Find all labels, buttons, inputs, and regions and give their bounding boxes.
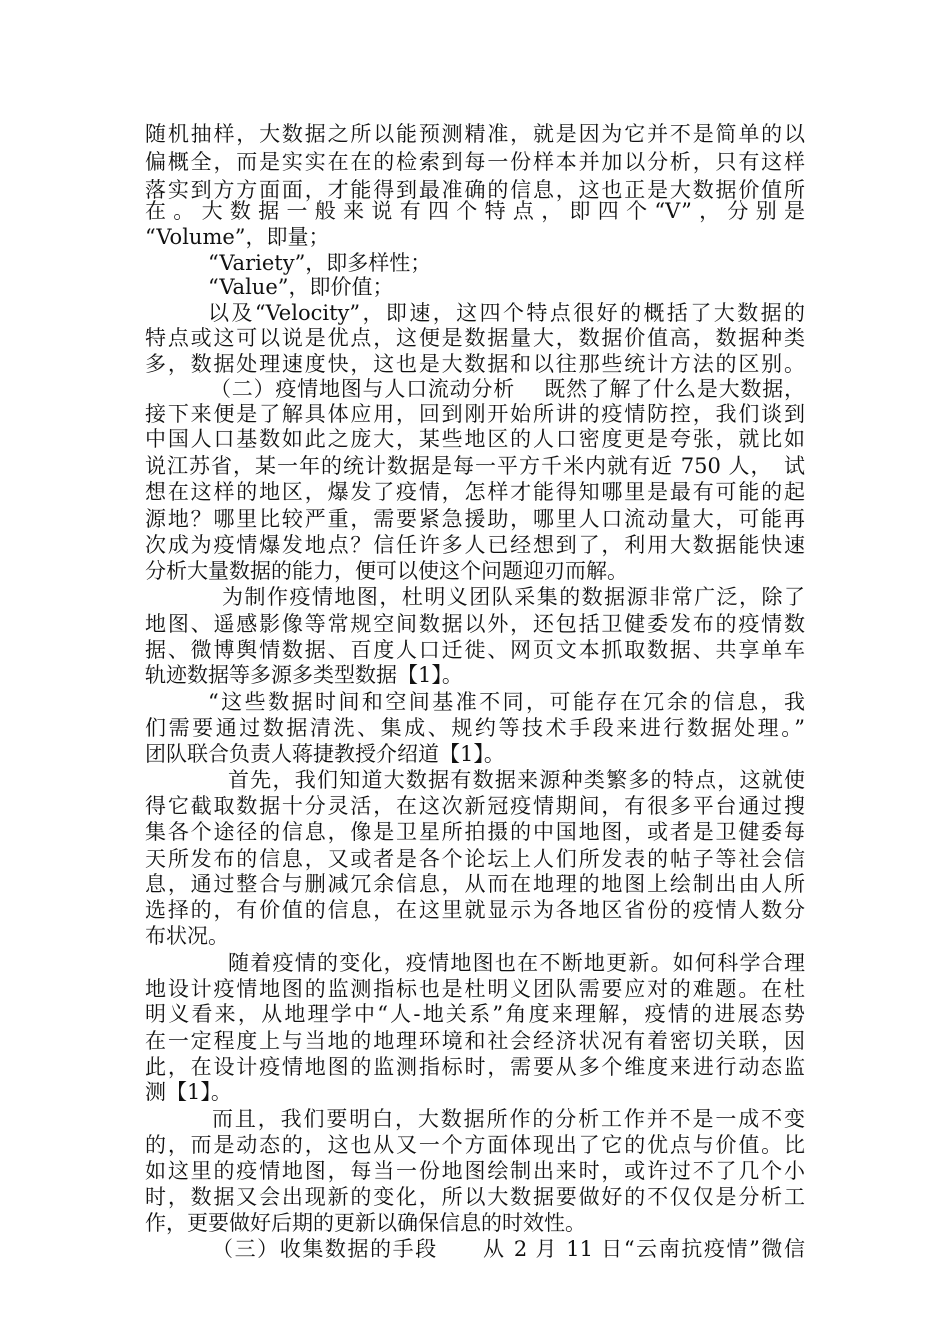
text-line: 接下来便是了解具体应用，回到刚开始所讲的疫情防控，我们谈到	[145, 402, 805, 426]
text-line: 选择的，有价值的信息，在这里就显示为各地区省份的疫情人数分	[145, 898, 805, 922]
text-line: 测【1】。	[145, 1080, 232, 1104]
text-line: 说江苏省，某一年的统计数据是每一平方千米内就有近 750 人， 试	[145, 454, 805, 478]
text-line: 分析大量数据的能力，便可以使这个问题迎刃而解。	[145, 559, 628, 583]
text-line: 地图、遥感影像等常规空间数据以外，还包括卫健委发布的疫情数	[145, 612, 805, 636]
text-line: 特点或这可以说是优点，这便是数据量大，数据价值高，数据种类	[145, 326, 805, 350]
text-line: 们需要通过数据清洗、集成、规约等技术手段来进行数据处理。”	[145, 716, 805, 740]
text-line: 的，而是动态的，这也从又一个方面体现出了它的优点与价值。比	[145, 1133, 805, 1157]
text-line: 团队联合负责人蒋捷教授介绍道【1】。	[145, 742, 505, 766]
text-line: 以及“Velocity”，即速，这四个特点很好的概括了大数据的	[208, 301, 805, 325]
section-heading-line: （三）收集数据的手段 从 2 月 11 日“云南抗疫情”微信	[212, 1237, 805, 1261]
text-line: 息，通过整合与删减冗余信息，从而在地理的地图上绘制出由人所	[145, 872, 805, 896]
text-line: 明义看来，从地理学中“人-地关系”角度来理解，疫情的进展态势	[145, 1002, 805, 1026]
text-line: 想在这样的地区，爆发了疫情，怎样才能得知哪里是最有可能的起	[145, 480, 805, 504]
text-line: 此，在设计疫情地图的监测指标时，需要从多个维度来进行动态监	[145, 1055, 805, 1079]
text-line: 时，数据又会出现新的变化，所以大数据要做好的不仅仅是分析工	[145, 1185, 805, 1209]
text-line: 多，数据处理速度快，这也是大数据和以往那些统计方法的区别。	[145, 352, 805, 376]
text-line: 首先，我们知道大数据有数据来源种类繁多的特点，这就使	[228, 768, 805, 792]
text-line: 得它截取数据十分灵活，在这次新冠疫情期间，有很多平台通过搜	[145, 794, 805, 818]
text-line: 源地？哪里比较严重，需要紧急援助，哪里人口流动量大，可能再	[145, 507, 805, 531]
text-line: “Variety”，即多样性；	[208, 251, 432, 275]
text-line: 如这里的疫情地图，每当一份地图绘制出来时，或许过不了几个小	[145, 1159, 805, 1183]
text-line: “Value”，即价值；	[208, 275, 394, 299]
text-line: 随机抽样，大数据之所以能预测精准，就是因为它并不是简单的以	[145, 122, 805, 146]
text-line: 中国人口基数如此之庞大，某些地区的人口密度更是夸张，就比如	[145, 427, 805, 451]
text-line: 地设计疫情地图的监测指标也是杜明义团队需要应对的难题。在杜	[145, 977, 805, 1001]
text-line: 而且，我们要明白，大数据所作的分析工作并不是一成不变	[212, 1107, 805, 1131]
text-line: 天所发布的信息，又或者是各个论坛上人们所发表的帖子等社会信	[145, 847, 805, 871]
text-line: 随着疫情的变化，疫情地图也在不断地更新。如何科学合理	[228, 951, 805, 975]
text-line: 在。大数据一般来说有四个特点，即四个“V”，分别是	[145, 199, 805, 223]
text-line: 布状况。	[145, 924, 229, 948]
text-line: 落实到方方面面，才能得到最准确的信息，这也正是大数据价值所	[145, 178, 805, 202]
text-line: “Volume”，即量；	[145, 225, 330, 249]
text-line: 为制作疫情地图，杜明义团队采集的数据源非常广泛，除了	[222, 585, 805, 609]
text-line: 作，更要做好后期的更新以确保信息的时效性。	[145, 1211, 586, 1235]
text-line: 偏概全，而是实实在在的检索到每一份样本并加以分析，只有这样	[145, 150, 805, 174]
text-line: “这些数据时间和空间基准不同，可能存在冗余的信息，我	[208, 690, 805, 714]
section-heading-line: （二）疫情地图与人口流动分析 既然了解了什么是大数据，	[210, 377, 805, 401]
text-line: 据、微博舆情数据、百度人口迁徙、网页文本抓取数据、共享单车	[145, 638, 805, 662]
text-line: 轨迹数据等多源多类型数据【1】。	[145, 663, 463, 687]
text-line: 在一定程度上与当地的地理环境和社会经济状况有着密切关联，因	[145, 1029, 805, 1053]
text-line: 集各个途径的信息，像是卫星所拍摄的中国地图，或者是卫健委每	[145, 820, 805, 844]
text-line: 次成为疫情爆发地点？信任许多人已经想到了，利用大数据能快速	[145, 533, 805, 557]
